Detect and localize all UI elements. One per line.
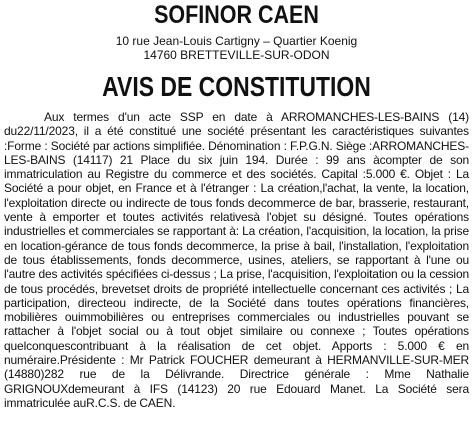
notice-title: AVIS DE CONSTITUTION bbox=[102, 71, 371, 102]
notice-header bbox=[4, 2, 469, 102]
notice-body-text: Aux termes d'un acte SSP en date à ARROMANCHES-LES-BAINS (14) du22/11/2023, il a été constitué une société présentant les caractéristiques suivantes :Forme : Société par actions simplifiée. Dénomination : F.P.G.N. Siège :ARROMANCHES-LES-BAINS (14117) 21 Place du six juin 194. Durée : 99 ans àcompter de son immatriculation au Registre du commerce et des sociétés. Capital :5.000 €. Objet : La Société a pour objet, en France et à l'étranger : La création,l'achat, la vente, la location, l'exploitation directe ou indirecte de tous fonds decommerce de bar, brasserie, restaurant, vente à emporter et toutes activités relativesà l'objet su désigné. Toutes opérations industrielles et commerciales se rapportant à: La création, l'acquisition, la location, la prise en location-gérance de tous fonds decommerce, la prise à bail, l'installation, l'exploitation de tous établissements, fonds decommerce, usines, ateliers, se rapportant à l'une ou l'autre des activités spécifiées ci-dessus ; La prise, l'acquisition, l'exploitation ou la cession de tous procédés, brevetset droits de propriété intellectuelle concernant ces activités ; La participation, directeou indirecte, de la Société dans toutes opérations financières, mobilières ouimmobilières ou entreprises commerciales ou industrielles pouvant se rattacher à l'objet social ou à tout objet similaire ou connexe ; Toutes opérations quelconquescontribuant à la réalisation de cet objet. Apports : 5.000 € en numéraire.Présidente : Mr Patrick FOUCHER demeurant à HERMANVILLE-SUR-MER (14880)282 rue de la Délivrande. Directrice générale : Mme Nathalie GRIGNOUXdemeurant à IFS (14123) 20 rue Edouard Manet. La Société sera immatriculée auR.C.S. de CAEN. bbox=[4, 110, 469, 410]
company-address-street: 10 rue Jean-Louis Cartigny – Quartier Koenig bbox=[115, 34, 358, 48]
company-name: SOFINOR CAEN bbox=[154, 1, 319, 29]
company-address-city: 14760 BRETTEVILLE-SUR-ODON bbox=[143, 48, 330, 62]
legal-notice bbox=[0, 2, 473, 431]
